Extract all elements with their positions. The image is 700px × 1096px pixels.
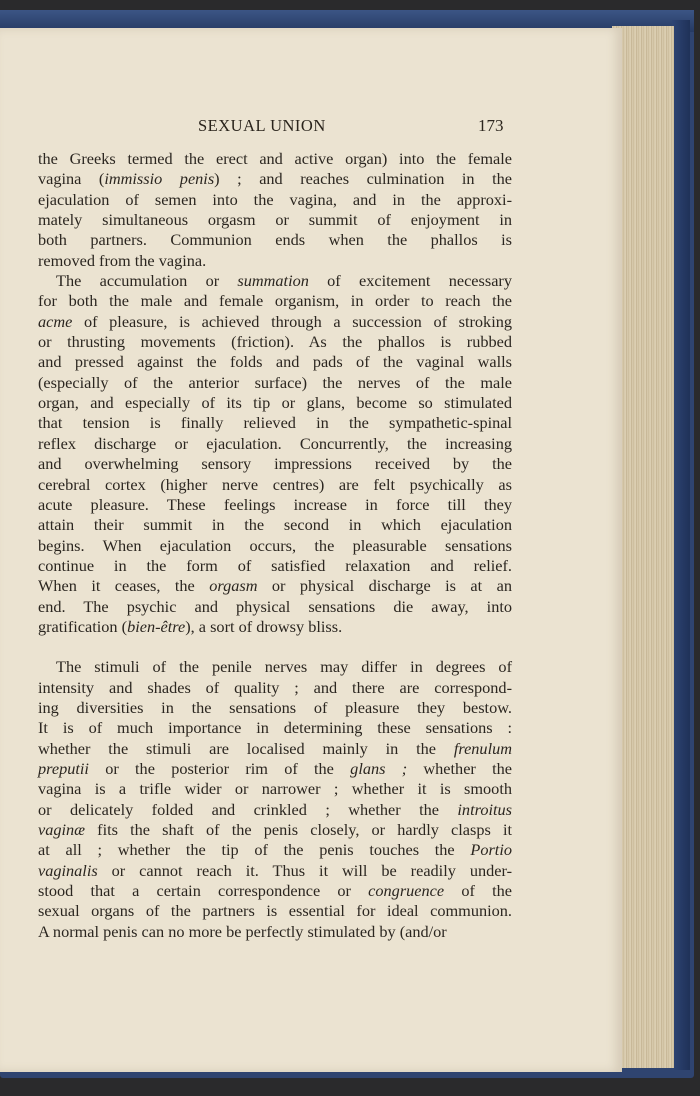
italic-term: glans ; [350, 758, 408, 778]
text-run: and pressed against the folds and pads of the vaginal walls [38, 352, 512, 372]
text-line [38, 373, 512, 393]
text-run: A normal penis can no more be perfectly stimulated by (and/or [38, 921, 447, 941]
text-line [38, 434, 512, 454]
text-run: or the posterior rim of the [88, 758, 351, 778]
text-run: intensity and shades of quality ; and there are correspond- [38, 677, 512, 697]
text-line [38, 352, 512, 372]
text-line [38, 515, 512, 535]
text-line [38, 922, 512, 942]
text-line [38, 678, 512, 698]
italic-term: Portio [470, 840, 512, 860]
text-line [38, 556, 512, 576]
text-run: of excitement necessary [308, 271, 512, 291]
text-run: at all ; whether the tip of the penis touches the [38, 840, 471, 860]
text-line [38, 475, 512, 495]
text-line [38, 312, 512, 332]
text-run: sexual organs of the partners is essential for ideal communion. [38, 901, 512, 921]
paragraph-gap [38, 637, 512, 657]
text-line [38, 657, 512, 677]
text-run: ejaculation of semen into the vagina, and in the approxi- [38, 189, 512, 209]
text-line [38, 617, 512, 637]
text-run: end. The psychic and physical sensations die away, into [38, 596, 512, 616]
italic-term: introitus [457, 799, 512, 819]
text-line [38, 271, 512, 291]
italic-term: bien-être [127, 616, 186, 636]
page-number: 173 [478, 116, 504, 135]
text-line [38, 779, 512, 799]
text-run: stood that a certain correspondence or [38, 881, 369, 901]
text-run: whether the stimuli are localised mainly in the [38, 738, 454, 758]
text-line [38, 840, 512, 860]
text-line [38, 230, 512, 250]
text-run: or physical discharge is at an [257, 576, 512, 596]
italic-term: orgasm [209, 576, 258, 596]
text-run: continue in the form of satisfied relaxation and relief. [38, 555, 512, 575]
text-line [38, 759, 512, 779]
text-run: cerebral cortex (higher nerve centres) are felt psychically as [38, 474, 512, 494]
text-line [38, 332, 512, 352]
text-run: It is of much importance in determining these sensations : [38, 718, 512, 738]
text-run: or delicately folded and crinkled ; whether the [38, 799, 458, 819]
text-run: vagina ( [38, 169, 105, 189]
text-line [38, 901, 512, 921]
text-line [38, 169, 512, 189]
text-run: or cannot reach it. Thus it will be readily under- [97, 860, 512, 880]
text-line [38, 698, 512, 718]
text-line [38, 210, 512, 230]
running-title: SEXUAL UNION [198, 116, 326, 135]
text-line [38, 861, 512, 881]
text-run: removed from the vagina. [38, 250, 207, 270]
text-run: mately simultaneous orgasm or summit of enjoyment in [38, 210, 512, 230]
text-run: gratification ( [38, 616, 128, 636]
text-line [38, 597, 512, 617]
text-run: both partners. Communion ends when the phallos is [38, 230, 512, 250]
book-page [0, 28, 622, 1072]
text-run: ) ; and reaches culmination in the [214, 169, 512, 189]
text-line [38, 291, 512, 311]
text-run: and overwhelming sensory impressions received by the [38, 454, 512, 474]
text-run: The accumulation or [56, 271, 238, 291]
text-run: ), a sort of drowsy bliss. [185, 616, 343, 636]
text-run: of the [444, 881, 512, 901]
text-run: (especially of the anterior surface) the nerves of the male [38, 372, 512, 392]
text-line [38, 149, 512, 169]
text-line [38, 739, 512, 759]
cover-fore-edge [672, 20, 690, 1070]
text-run: whether the [407, 758, 512, 778]
text-run: reflex discharge or ejaculation. Concurrently, the increasing [38, 433, 512, 453]
text-run: vagina is a trifle wider or narrower ; whether it is smooth [38, 779, 512, 799]
text-run: or thrusting movements (friction). As the phallos is rubbed [38, 332, 512, 352]
italic-term: preputii [38, 758, 89, 778]
text-run: acute pleasure. These feelings increase in force till they [38, 494, 512, 514]
text-run: the Greeks termed the erect and active organ) into the female [38, 149, 512, 168]
text-run: attain their summit in the second in which ejaculation [38, 515, 512, 535]
text-line [38, 576, 512, 596]
italic-term: vaginæ [38, 820, 86, 839]
text-run: organ, and especially of its tip or glans, become so stimulated [38, 393, 512, 413]
italic-term: immissio penis [104, 169, 215, 189]
text-line [38, 718, 512, 738]
text-line [38, 454, 512, 474]
italic-term: acme [38, 311, 73, 331]
text-line [38, 413, 512, 433]
text-line [38, 251, 512, 271]
text-line [38, 536, 512, 556]
text-line [38, 495, 512, 515]
text-line [38, 393, 512, 413]
italic-term: vaginalis [38, 860, 98, 880]
italic-term: frenulum [453, 738, 512, 758]
body-text [38, 149, 512, 942]
text-run: ing diversities in the sensations of pleasure they bestow. [38, 697, 512, 717]
text-line [38, 190, 512, 210]
text-line [38, 881, 512, 901]
text-run: When it ceases, the [38, 576, 210, 596]
text-run: The stimuli of the penile nerves may differ in degrees of [56, 657, 512, 677]
text-run: of pleasure, is achieved through a succession of stroking [72, 311, 512, 331]
text-line [38, 800, 512, 820]
text-line [38, 820, 512, 840]
italic-term: congruence [368, 881, 445, 901]
italic-term: summation [237, 271, 309, 291]
text-run: begins. When ejaculation occurs, the pleasurable sensations [38, 535, 512, 555]
text-run: for both the male and female organism, in order to reach the [38, 291, 512, 311]
text-run: that tension is finally relieved in the sympathetic-spinal [38, 413, 512, 433]
text-run: fits the shaft of the penis closely, or hardly clasps it [85, 820, 512, 839]
